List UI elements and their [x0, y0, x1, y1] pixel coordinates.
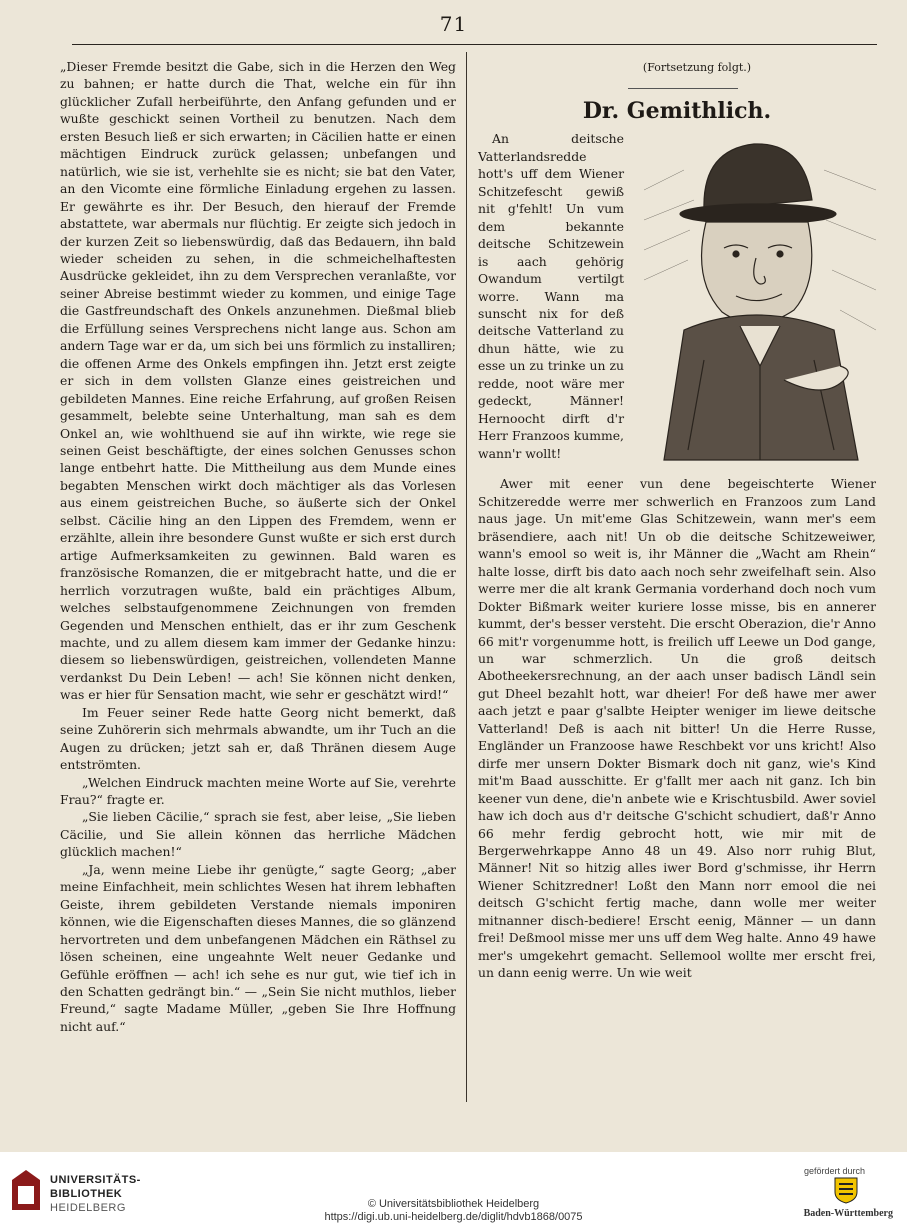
article-intro [478, 130, 876, 475]
story-paragraph: „Sie lieben Cäcilie,“ sprach sie fest, aber leise, „Sie lieben Cäcilie, und Sie allein können das herrliche Mädchen glücklich machen!“ [60, 809, 456, 860]
header-rule [72, 44, 877, 45]
permalink[interactable]: https://digi.ub.uni-heidelberg.de/diglit/hdvb1868/0075 [324, 1211, 583, 1223]
funded-by-label: gefördert durch [803, 1166, 865, 1176]
library-name: UNIVERSITÄTS- BIBLIOTHEK HEIDELBERG [50, 1174, 141, 1214]
section-rule [628, 88, 738, 89]
story-paragraph: Im Feuer seiner Rede hatte Georg nicht bemerkt, daß seine Zuhörerin sich mehrmals abwandte, um ihr Tuch an die Augen zu drücken; jetzt sah er, daß Thränen diesem Auge entströmten. [60, 704, 456, 773]
article-paragraph: An deitsche Vatterlandsredde hott's uff dem Wiener Schitzefescht gewiß nit g'fehlt! Un vum dem bekannte deitsche Schitzewein is aach gehörig Owandum vertilgt worre. Wann ma sunscht nix for deß deitsche Vatterland zu dhun hätte, wie zu esse un zu trinke un zu redde, noot wäre mer gedeckt, Männer! Hernoocht dirft d'r Herr Franzoos kumme, wann'r wollt! [478, 131, 624, 461]
wrapped-text-block [478, 130, 624, 462]
column-divider [466, 52, 467, 1102]
story-paragraph: „Ja, wenn meine Liebe ihr genügte,“ sagte Georg; „aber meine Einfachheit, mein schlichtes Wesen hat ihrem lebhaften Geiste, ihrem gebildeten Verstande niemals imponiren können, wie die Eigenschaften dieses Mannes, die so glänzend hervortreten und dem unbefangenen Mädchen ein Räthsel zu lösen scheinen, eine ungeahnte Welt neuer Gedanke und Gefühle eröffnen — ach! ich sehe es nur gut, wie tief ich in den Schatten gedrängt bin.“ — „Sein Sie nicht muthlos, lieber Freund,“ sagte Madame Müller, „geben Sie Ihre Hoffnung nicht auf.“ [60, 861, 456, 1034]
article-paragraph: Awer mit eener vun dene begeischterte Wiener Schitzeredde werre mer schwerlich en Franzoos zum Land naus jage. Un mit'eme Glas Schitzewein, wann mer's eem bräsendiere, aach nit! Un ob die deitsche Schitzeweiwer, wann's emool so weit is, ihr Männer die „Wacht am Rhein“ halte losse, dirft bis dato aach noch sehr zweifelhaft sein. Also werre mer die alt krank Germania vorderhand doch noch vum Dokter Bißmark weiter kuriere losse misse, bis en annerer kummt, der's besser versteht. Die erscht Oberazion, die'r Anno 66 mit'r vorgenumme hott, is freilich uff Leewe un Dod gange, un war schmerzlich. Un die groß deitsch Abotheekersrechnung, an der aach unser badisch Ländl sein gut Dheel bezahlt hott, war dheier! For deß hawe mer awer aach jetzt e paar g'salbte Heipter weniger im liewe deitsche Vatterland! Deß is aach nit bitter! Un die Herre Russe, Engländer un Franzoose hawe Reschbekt vor uns kricht! Also dirfe mer unsern Dokter Bismark doch nit ganz, wie's Kind mit'm Baad ausschitte. Er g'fallt mer aach nit ganz. Ich bin keener vun dene, die'n anbete wie e Krischtusbild. Awer soviel haw ich doch aus d'r deitsche G'schicht schudiert, daß'r Anno 66 mehr ferdig gebrocht hott, wie mir mit de Bergerwehrkappe Anno 48 un 49. Also norr ruhig Blut, Männer! Nit so hitzig alles iwer Bord g'schmisse, ihr Herrn Wiener Schitzredner! Loßt den Mann norr emool die nei deitsch G'schicht fertig mache, dann wolle mer weiter mitnanner disch-bediere! Erscht eenig, Männer — un dann frei! Deßmool misse mer uns uff dem Weg halte. Anno 49 hawe mer's umgekehrt gemacht. Sellemool wollte mer erscht frei, un dann eenig werre. Un wie weit [478, 476, 876, 981]
continued-note: (Fortsetzung folgt.) [642, 61, 752, 74]
left-column [60, 58, 456, 1096]
state-emblem-icon [833, 1176, 859, 1204]
portrait-illustration [644, 130, 876, 470]
right-column [478, 58, 876, 1096]
story-paragraph: „Welchen Eindruck machten meine Worte auf Sie, verehrte Frau?“ fragte er. [60, 774, 456, 808]
copyright-notice: © Universitätsbibliothek Heidelberg [367, 1198, 540, 1210]
article-title: Dr. Gemithlich. [582, 98, 772, 124]
story-paragraph: „Dieser Fremde besitzt die Gabe, sich in die Herzen den Weg zu bahnen; er hatte durch die That, welche ein für ihn glücklicher Zufall herbeiführte, den Anfang gefunden und er wußte geschickt seinen Vortheil zu benutzen. Nach dem ersten Besuch ließ er sich erwarten; in Cäcilien hatte er einen mächtigen Eindruck zurück gelassen; unbefangen und natürlich, wie sie ist, verhehlte sie es nicht; sie bat den Vater, an den Vicomte eine förmliche Einladung ergehen zu lassen. Er gewährte es ihr. Der Besuch, den hierauf der Fremde abstattete, war abermals nur flüchtig. Er zeigte sich jedoch in der kurzen Zeit so liebenswürdig, daß das Bedauern, ihn bald wieder scheiden zu sehen, in die schmeichelhaftesten Ausdrücke gekleidet, ihn zu dem Versprechen veranlaßte, vor seiner Abreise bestimmt wieder zu kommen, und einige Tage die Gastfreundschaft des Onkels anzunehmen. Dießmal blieb die Erfüllung seines Versprechens nicht lange aus. Schon am andern Tage war er da, um sich bei uns förmlich zu installiren; die offenen Arme des Onkels empfingen ihn. Jetzt erst zeigte er sich in dem vollsten Glanze eines geistreichen und gebildeten Mannes. Eine reiche Erfahrung, auf großen Reisen gesammelt, belebte seine Unterhaltung, man sah es dem Onkel an, wie wohlthuend sie auf ihn wirkte, wie rege sie seinen Geist beschäftigte, der eines solchen Genusses schon lange entbehrt hatte. Die Mittheilung aus dem Munde eines begabten Menschen wirkt doch mächtiger als das Vorlesen aus einem geistreichen Buche, so äußerte sich der Onkel selbst. Cäcilie hing an den Lippen des Fremdem, wenn er erzählte, allein ihre besondere Gunst wußte er sich erst durch artige Aufmerksamkeiten zu gewinnen. Bald waren es französische Romanzen, die er mitgebracht hatte, und die er herrlich vorzutragen wußte, bald ein prächtiges Album, welches selbstaufgenommene Zeichnungen von fremden Gegenden und Menschen enthielt, das er ihr zum Geschenk machte, und zu allem diesem kam immer der Gedanke hinzu: diesem so liebenswürdigen, geistreichen, vollendeten Manne verdankst Du Dein Leben! — ach! Sie können nicht denken, was er hier für Sensation macht, wie sehr er geschätzt wird!“ [60, 59, 456, 703]
page-number: 71 [439, 12, 468, 36]
funder-name: Baden-Württemberg [803, 1208, 893, 1219]
